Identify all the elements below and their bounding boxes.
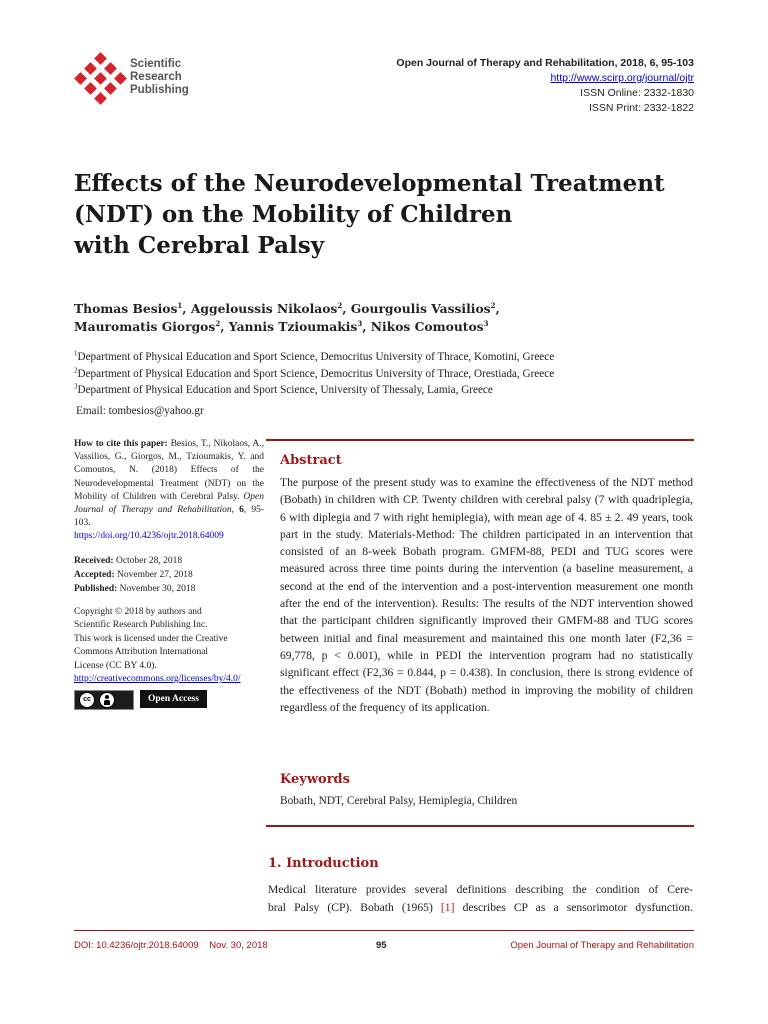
- affiliation-text: Department of Physical Education and Sport Science, Democritus University of Thrace, Komotini, Greece: [77, 351, 555, 363]
- title-line: (NDT) on the Mobility of Children: [74, 201, 513, 228]
- sidebar: [74, 438, 264, 710]
- cite-doi-link[interactable]: https://doi.org/10.4236/ojtr.2018.64009: [74, 531, 224, 542]
- license-badges: [74, 690, 264, 710]
- email: Email: tombesios@yahoo.gr: [76, 404, 204, 417]
- author-sep: ,: [342, 301, 351, 316]
- abstract-text: The purpose of the present study was to examine the effectiveness of the NDT method (Bobath) in children with CP. Twenty children with cerebral palsy (7 with quadriplegia, 6 with diplegia and 7 with right hemiplegia), with mean age of 4. 85 ± 2. 49 years, took part in the study. Materials-Method: The children participated in an intervention that consisted of an 8-week Bobath program. GMFM-88, PEDI and TUG scores were measured across three time points during the intervention (a baseline measurement, a second at the end of the intervention and a post-intervention measurement one month after the end of the intervention). Results: The results of the NDT intervention showed that the participant children significantly improved their GMFM-88 and TUG scores between initial and final measurement and maintained this one month later (F2,36 = 69,778, p < 0.001), while in PEDI the intervention program had no statistically significant effect (F2,36 = 0.844, p = 0.438). In conclusion, there is strong evidence of the effectiveness of the NDT (Bobath) method in improving the mobility of children regardless of the frequency of its application.: [280, 476, 693, 714]
- issn-online: ISSN Online: 2332-1830: [580, 87, 694, 99]
- abstract-heading: Abstract: [280, 453, 342, 468]
- copyright-line: This work is licensed under the Creative: [74, 633, 228, 644]
- author-sup: 2: [215, 318, 221, 328]
- received-label: Received:: [74, 555, 114, 566]
- author-sup: 3: [483, 318, 489, 328]
- journal-header: [396, 56, 694, 116]
- cc-by-badge[interactable]: [74, 690, 134, 710]
- author-name: Mauromatis Giorgos: [74, 319, 216, 334]
- intro-line: Medical literature provides several definitions describing the condition of Cere-: [268, 883, 693, 896]
- cite-journal: Open Journal of Therapy and Rehabilitation: [74, 491, 264, 516]
- affiliation-text: Department of Physical Education and Sport Science, Democritus University of Thrace, Orestiada, Greece: [77, 367, 555, 380]
- keywords-heading: Keywords: [280, 772, 350, 787]
- publisher-name-line: Research: [130, 71, 182, 83]
- publisher-logo-diamond-icon: [74, 52, 130, 112]
- paper-title: [74, 168, 714, 261]
- footer-date: Nov. 30, 2018: [209, 940, 268, 951]
- cite-pages: , 95-103.: [74, 505, 264, 529]
- cite-sep: ,: [231, 505, 240, 516]
- introduction-heading: 1. Introduction: [268, 856, 379, 871]
- introduction-text: [268, 881, 693, 916]
- author-name: Aggeloussis Nikolaos: [190, 301, 338, 316]
- issn-print: ISSN Print: 2332-1822: [588, 102, 694, 114]
- cc-icon: cc: [79, 692, 95, 708]
- published-date: November 30, 2018: [119, 583, 196, 594]
- dates: [74, 554, 264, 596]
- copyright-line: Scientific Research Publishing Inc.: [74, 620, 208, 631]
- accepted-label: Accepted:: [74, 569, 115, 580]
- affiliations: [74, 349, 694, 419]
- affiliation-item: [74, 366, 694, 383]
- cite-volume: 6: [239, 505, 244, 516]
- affiliation-sup: 2: [74, 365, 78, 374]
- affiliation-sup: 3: [74, 382, 78, 391]
- cite-text: Besios, T., Nikolaos, A., Vassilios, G., Giorgos, M., Tzioumakis, Y. and Comoutos, N. (2018) Effects of the Neurodevelopmental Treatment (NDT) on the Mobility of Children with Cerebral Palsy.: [74, 439, 264, 502]
- publisher-name-line: Publishing: [130, 84, 189, 96]
- author-line-2: [74, 318, 694, 336]
- keywords-bottom-rule: [266, 825, 694, 827]
- author-name: Gourgoulis Vassilios: [350, 301, 491, 316]
- intro-text-segment: describes CP as a sensorimotor dysfunction.: [454, 900, 694, 914]
- intro-line: [268, 899, 693, 917]
- author-sup: 1: [177, 300, 183, 310]
- title-line: Effects of the Neurodevelopmental Treatment: [74, 170, 665, 197]
- author-name: Thomas Besios: [74, 301, 178, 316]
- author-sep: ,: [220, 319, 229, 334]
- affiliation-sup: 1: [74, 349, 78, 358]
- footer-journal: Open Journal of Therapy and Rehabilitation: [510, 940, 694, 951]
- author-name: Nikos Comoutos: [370, 319, 484, 334]
- copyright-line: License (CC BY 4.0).: [74, 660, 157, 671]
- how-to-cite: [74, 438, 264, 544]
- author-sep: ,: [362, 319, 371, 334]
- journal-citation: Open Journal of Therapy and Rehabilitation, 2018, 6, 95-103: [396, 57, 694, 69]
- intro-text-segment: bral Palsy (CP). Bobath (1965): [268, 900, 441, 914]
- author-sep: ,: [495, 301, 500, 316]
- abstract-section: [280, 453, 693, 716]
- author-name: Yannis Tzioumakis: [228, 319, 358, 334]
- published-label: Published:: [74, 583, 118, 594]
- abstract-top-rule: [266, 439, 694, 441]
- author-sup: 2: [337, 300, 343, 310]
- copyright: [74, 606, 264, 687]
- author-sup: 3: [357, 318, 363, 328]
- author-list: [74, 300, 694, 336]
- accepted-date: November 27, 2018: [117, 569, 193, 580]
- keywords-section: [280, 772, 693, 807]
- received-date: October 28, 2018: [115, 555, 183, 566]
- author-sep: ,: [182, 301, 191, 316]
- publisher-name-line: Scientific: [130, 58, 182, 70]
- open-access-badge: Open Access: [140, 690, 207, 708]
- footer-doi-text: DOI: 10.4236/ojtr.2018.64009: [74, 940, 199, 951]
- affiliation-text: Department of Physical Education and Sport Science, University of Thessaly, Lamia, Greece: [77, 384, 493, 396]
- keywords-text: Bobath, NDT, Cerebral Palsy, Hemiplegia, Children: [280, 795, 518, 807]
- journal-url-link[interactable]: http://www.scirp.org/journal/ojtr: [550, 72, 694, 84]
- affiliation-item: [74, 349, 694, 366]
- page-number: 95: [376, 940, 387, 951]
- footer-rule: [74, 930, 694, 931]
- title-line: with Cerebral Palsy: [74, 232, 325, 259]
- copyright-line: Copyright © 2018 by authors and: [74, 606, 202, 617]
- license-link[interactable]: http://creativecommons.org/licenses/by/4.0/: [74, 674, 241, 685]
- citation-ref-1[interactable]: [1]: [440, 900, 455, 914]
- by-person-icon: [99, 692, 115, 708]
- copyright-line: Commons Attribution International: [74, 647, 209, 658]
- footer-doi: [74, 940, 268, 951]
- publisher-name: [130, 58, 189, 97]
- author-line-1: [74, 300, 694, 318]
- affiliation-item: [74, 382, 694, 399]
- author-sup: 2: [490, 300, 496, 310]
- cite-label: How to cite this paper:: [74, 439, 168, 449]
- publisher-logo: [74, 52, 204, 116]
